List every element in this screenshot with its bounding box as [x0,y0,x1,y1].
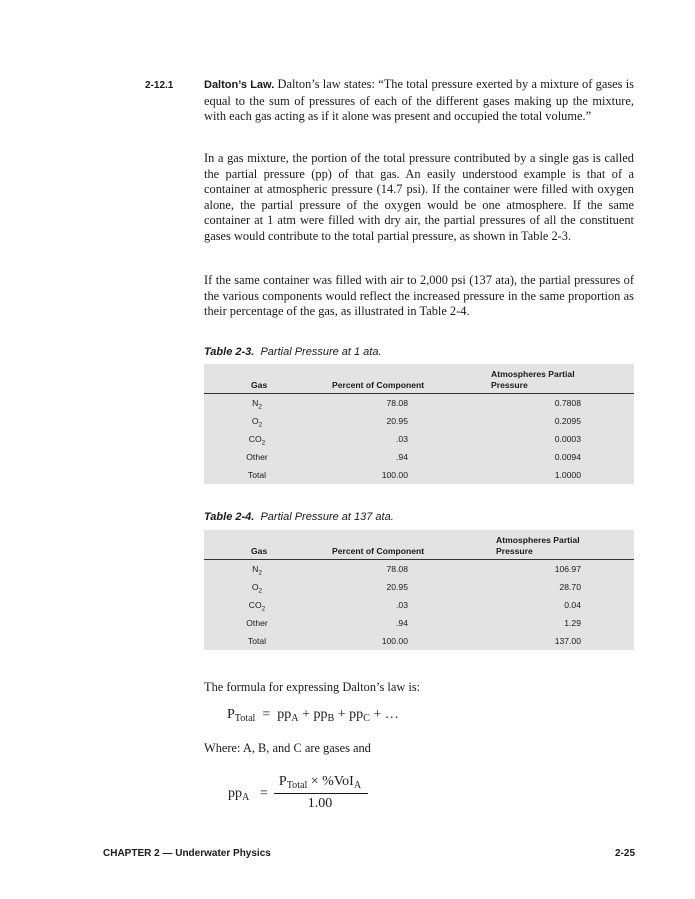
cell-percent: .94 [396,618,408,628]
header-gas: Gas [251,380,268,390]
cell-partial-pressure: 0.0003 [554,434,581,444]
cell-partial-pressure: 1.29 [564,618,581,628]
table-2-4 [204,530,634,650]
gas-name: Total [247,470,267,480]
table-label: Table 2-4. [204,511,255,523]
cell-partial-pressure: 28.70 [559,582,581,592]
fraction-bar [274,793,368,794]
cell-percent: 20.95 [386,582,408,592]
table-2-3-caption [204,346,382,358]
eq-ppb: pp [313,707,328,722]
eq-p-sub: Total [234,713,256,725]
gas-name: Other [246,618,268,628]
table-row [204,560,634,578]
gas-name: N [252,564,259,574]
cell-percent: 78.08 [386,564,408,574]
table-row [204,614,634,632]
gas-name: Total [247,636,267,646]
table-body [204,394,634,484]
cell-percent: 100.00 [381,470,408,480]
header-atmospheres: Atmospheres Partial [491,369,575,379]
table-row [204,596,634,614]
section-title: Dalton’s Law. [204,79,275,91]
header-percent: Percent of Component [332,380,425,390]
table-row [204,412,634,430]
table-label: Table 2-3. [204,346,255,358]
cell-percent: 100.00 [381,636,408,646]
eq2-num-a: A [353,780,362,792]
eq-plus: + [302,707,310,722]
cell-partial-pressure: 0.7808 [554,398,581,408]
table-title: Partial Pressure at 137 ata. [260,511,394,523]
cell-partial-pressure: 0.2095 [554,416,581,426]
table-header [204,530,634,560]
gas-name: CO [248,434,262,444]
eq-ppa: pp [277,707,292,722]
eq-plus: + [337,707,346,722]
gas-name: O [251,416,259,426]
eq-ppc: pp [349,707,364,722]
eq2-num-total: Total [286,780,308,792]
table-row [204,578,634,596]
table-row [204,448,634,466]
gas-subscript: 2 [261,439,266,447]
table-row [204,466,634,484]
cell-percent: .94 [396,452,408,462]
cell-percent: .03 [396,600,408,610]
eq-equals: = [262,707,271,722]
page-number: 2-25 [614,848,635,859]
gas-name: O [251,582,259,592]
gas-name: CO [248,600,262,610]
eq2-equals: = [260,786,268,801]
where-text: Where: A, B, and C are gases and [204,741,371,755]
gas-subscript: 2 [258,421,263,429]
table-body [204,560,634,650]
eq-p: P [227,707,235,722]
cell-partial-pressure: 106.97 [554,564,581,574]
eq2-lhs [228,786,249,802]
eq2-num-times: × %VoI [310,774,354,789]
header-pressure: Pressure [491,380,528,390]
table-2-3 [204,364,634,484]
paragraph-daltons-law [204,77,634,125]
eq2-pp: pp [228,786,242,801]
table-row [204,632,634,650]
cell-partial-pressure: 137.00 [554,636,581,646]
footer-chapter: CHAPTER 2 — Underwater Physics [103,848,271,859]
cell-partial-pressure: 0.04 [564,600,581,610]
section-number: 2-12.1 [145,80,174,91]
cell-percent: 78.08 [386,398,408,408]
eq-ellipsis: + … [373,707,399,722]
header-percent: Percent of Component [332,546,425,556]
paragraph-2: In a gas mixture, the portion of the total pressure contributed by a single gas is called the partial pressure (pp) of that gas. An easily understood example is that of a container at atmospheric pressure (14.7 psi). If the container were filled with oxygen alone, the partial pressure of the oxygen would be one atmosphere. If the same container at 1 atm were filled with dry air, the partial pressures of all the constituent gases would contribute to the total partial pressure, as shown in Table 2-3. [204,151,634,243]
header-gas: Gas [251,546,268,556]
paragraph-1-text: Dalton’s law states: “The total pressure exerted by a mixture of gases is equal to the sum of pressures of each of the different gases making up the mixture, with each gas acting as if it alone was present and occupied the total volume.” [204,77,634,124]
table-row [204,430,634,448]
table-header [204,364,634,394]
cell-partial-pressure: 0.0094 [554,452,581,462]
table-title: Partial Pressure at 1 ata. [260,346,382,358]
eq-ppc-sub: C [363,713,370,725]
eq2-denominator: 1.00 [307,796,333,811]
cell-percent: .03 [396,434,408,444]
eq2-pp-sub: A [242,792,250,804]
eq2-numerator [272,774,368,790]
formula-intro: The formula for expressing Dalton’s law is: [204,680,421,694]
gas-name: Other [246,452,268,462]
cell-percent: 20.95 [386,416,408,426]
gas-subscript: 2 [258,587,263,595]
header-pressure: Pressure [496,546,533,556]
table-2-4-caption [204,511,394,523]
gas-subscript: 2 [258,403,262,411]
table-row [204,394,634,412]
eq-ppb-sub: B [327,713,335,725]
eq-ppa-sub: A [291,713,299,725]
gas-subscript: 2 [261,605,266,613]
cell-partial-pressure: 1.0000 [554,470,581,480]
header-atmospheres: Atmospheres Partial [496,535,580,545]
eq2-num-p: P [278,774,287,789]
gas-subscript: 2 [258,569,262,577]
gas-name: N [252,398,259,408]
daltons-law-equation [227,707,399,723]
paragraph-3: If the same container was filled with air to 2,000 psi (137 ata), the partial pressures of the various components would reflect the increased pressure in the same proportion as their percentage of the gas, as illustrated in Table 2-4. [204,273,634,319]
